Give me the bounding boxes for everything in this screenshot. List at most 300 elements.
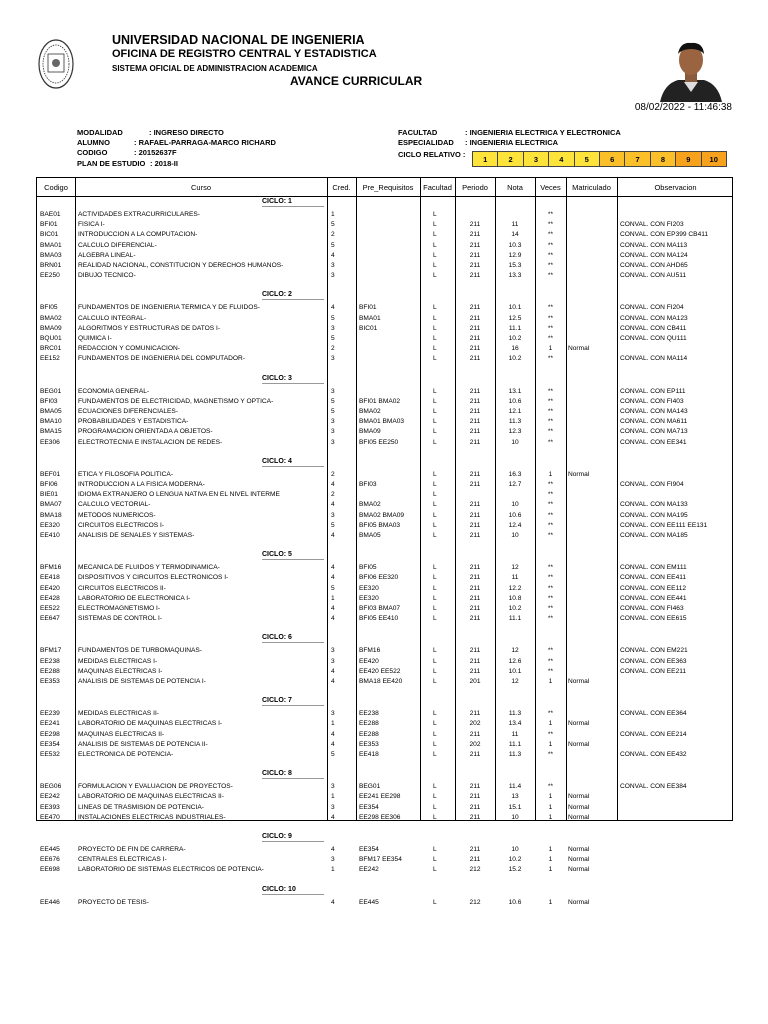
cell-curso: CALCULO INTEGRAL-	[78, 314, 147, 322]
table-row	[37, 251, 732, 261]
cell-cred: 4	[331, 678, 335, 685]
cell-prerequisitos: EE320	[359, 594, 379, 602]
cell-veces: **	[547, 262, 554, 269]
cycle-underline	[262, 642, 324, 643]
cell-veces: **	[547, 511, 554, 519]
cell-observacion: CONVAL. CON MA124	[620, 251, 688, 259]
cell-periodo: 211	[469, 846, 481, 853]
cycle-label: CICLO: 4	[262, 457, 292, 465]
cell-nota: 15.2	[508, 866, 522, 874]
cell-cred: 1	[331, 720, 335, 728]
cell-facultad: L	[433, 783, 437, 791]
cell-curso: FUNDAMENTOS DE ELECTRICIDAD, MAGNETISMO Y OPTICA-	[78, 397, 274, 405]
cell-periodo: 211	[469, 324, 481, 332]
cell-facultad: L	[433, 720, 437, 728]
cell-curso: FORMULACION Y EVALUACION DE PROYECTOS-	[78, 783, 233, 791]
cell-periodo: 211	[469, 710, 481, 718]
cell-facultad: L	[433, 408, 437, 415]
cell-codigo: EE298	[40, 730, 60, 738]
cell-periodo: 211	[469, 667, 481, 675]
cell-curso: ELECTRONICA DE POTENCIA-	[78, 751, 174, 758]
cell-facultad: L	[433, 355, 437, 363]
cell-cred: 4	[331, 251, 335, 259]
cell-facultad: L	[433, 272, 437, 280]
cell-curso: ELECTROMAGNETISMO I-	[78, 605, 161, 612]
cell-nota: 16.3	[508, 470, 522, 478]
cell-cred: 1	[331, 594, 335, 602]
cell-veces: **	[547, 730, 554, 738]
column-header-periodo: Periodo	[462, 182, 488, 192]
table-row	[37, 480, 732, 490]
cell-nota: 13.1	[508, 387, 522, 395]
table-row	[37, 531, 732, 541]
cell-nota: 10.2	[508, 335, 522, 342]
cell-cred: 5	[331, 751, 335, 758]
cell-codigo: BMA05	[40, 408, 62, 415]
column-header-prerequisitos: Pre_Requisitos	[362, 182, 414, 192]
cell-veces: 1	[548, 720, 553, 728]
cell-prerequisitos: BFI03 BMA07	[359, 605, 401, 612]
cell-veces: **	[547, 304, 554, 312]
cell-observacion: CONVAL. CON CB411	[620, 324, 687, 332]
cell-periodo: 212	[469, 866, 481, 874]
cell-curso: ALGEBRA LINEAL-	[78, 251, 136, 259]
cell-facultad: L	[433, 241, 437, 249]
cycle-underline	[262, 705, 324, 706]
cell-codigo: EE647	[40, 615, 60, 623]
cell-nota: 12.6	[508, 657, 522, 665]
cycle-underline	[262, 206, 324, 207]
cell-observacion: CONVAL. CON MA713	[620, 428, 688, 436]
table-row	[37, 241, 732, 251]
cell-curso: REALIDAD NACIONAL, CONSTITUCION Y DERECHOS HUMANOS-	[78, 262, 284, 269]
cell-observacion: CONVAL. CON FI403	[620, 397, 684, 405]
cell-cred: 4	[331, 532, 335, 539]
cell-facultad: L	[433, 740, 437, 748]
cell-facultad: L	[433, 521, 437, 529]
student-info-block	[77, 128, 407, 172]
cell-veces: **	[547, 355, 554, 363]
table-row	[37, 855, 732, 865]
cell-observacion: CONVAL. CON EE214	[620, 730, 687, 738]
cell-nota: 11.3	[508, 751, 522, 758]
cell-observacion: CONVAL. CON MA611	[620, 418, 688, 426]
cell-nota: 12.9	[508, 251, 522, 259]
cycle-label: CICLO: 9	[262, 833, 292, 840]
table-row	[37, 314, 732, 324]
cell-nota: 10	[511, 532, 519, 539]
cell-veces: **	[547, 521, 554, 529]
table-row	[37, 470, 732, 480]
table-row	[37, 427, 732, 437]
cell-curso: FUNDAMENTOS DE INGENIERIA DEL COMPUTADOR-	[78, 355, 245, 363]
cell-curso: FISICA I-	[78, 221, 105, 229]
cell-nota: 11	[511, 221, 519, 229]
cell-prerequisitos: BFI01	[359, 304, 377, 312]
table-row	[37, 803, 732, 813]
cell-veces: 1	[548, 866, 553, 874]
table-row	[37, 210, 732, 220]
cell-veces: 1	[548, 345, 553, 353]
cell-cred: 3	[331, 418, 335, 426]
cell-prerequisitos: BFI05 BMA03	[359, 521, 401, 529]
table-row	[37, 604, 732, 614]
cell-curso: LABORATORIO DE ELECTRONICA I-	[78, 594, 191, 602]
cell-observacion: CONVAL. CON EE111 EE131	[620, 521, 708, 529]
cell-facultad: L	[433, 898, 437, 906]
cell-veces: **	[547, 428, 554, 436]
cell-cred: 3	[331, 803, 335, 811]
page-title: AVANCE CURRICULAR	[290, 74, 423, 88]
cell-veces: **	[547, 710, 554, 718]
ciclo-relativo-boxes	[473, 151, 727, 167]
cell-facultad: L	[433, 387, 437, 395]
cell-prerequisitos: BMA01 BMA03	[359, 418, 405, 426]
cell-observacion: CONVAL. CON EE112	[620, 584, 687, 592]
cell-facultad: L	[433, 491, 437, 499]
cell-facultad: L	[433, 866, 437, 874]
cell-curso: LABORATORIO DE MAQUINAS ELECTRICAS I-	[78, 720, 223, 728]
cell-codigo: EE250	[40, 272, 60, 280]
cell-cred: 2	[331, 345, 335, 353]
cell-codigo: EE446	[40, 898, 60, 906]
cell-codigo: BIE01	[40, 491, 58, 499]
cell-cred: 4	[331, 667, 335, 675]
cell-facultad: L	[433, 262, 437, 269]
cell-matriculado: Normal	[568, 740, 590, 748]
cell-cred: 3	[331, 428, 335, 436]
cell-prerequisitos: EE418	[359, 751, 379, 758]
ciclo-box-8: 8	[650, 151, 676, 167]
cell-cred: 4	[331, 740, 335, 748]
cell-observacion: CONVAL. CON FI203	[620, 221, 684, 229]
cell-periodo: 211	[469, 605, 481, 612]
cell-matriculado: Normal	[568, 470, 590, 478]
cell-prerequisitos: BMA01	[359, 314, 381, 322]
cell-curso: PROGRAMACION ORIENTADA A OBJETOS-	[78, 428, 213, 436]
cell-curso: MAQUINAS ELECTRICAS II-	[78, 730, 165, 738]
cell-prerequisitos: BMA02 BMA09	[359, 511, 405, 519]
cell-cred: 5	[331, 397, 335, 405]
cell-matriculado: Normal	[568, 898, 590, 906]
cell-prerequisitos: EE445	[359, 898, 379, 906]
cell-cred: 2	[331, 470, 335, 478]
cell-codigo: EE532	[40, 751, 60, 758]
cell-prerequisitos: EE320	[359, 584, 379, 592]
cycle-label: CICLO: 1	[262, 198, 292, 205]
cell-prerequisitos: BFM16	[359, 647, 381, 655]
table-row	[37, 407, 732, 417]
cell-cred: 3	[331, 262, 335, 269]
cell-prerequisitos: EE298 EE306	[359, 813, 401, 821]
cell-veces: **	[547, 615, 554, 623]
cell-curso: IDIOMA EXTRANJERO O LENGUA NATIVA EN EL NIVEL INTERME	[78, 491, 280, 499]
cell-periodo: 211	[469, 564, 481, 572]
cell-veces: **	[547, 657, 554, 665]
table-row	[37, 865, 732, 875]
cell-curso: ANALISIS DE SENALES Y SISTEMAS-	[78, 532, 195, 539]
cell-veces: **	[547, 324, 554, 332]
cell-matriculado: Normal	[568, 803, 590, 811]
cell-curso: INTRODUCCION A LA COMPUTACION-	[78, 231, 198, 239]
cell-prerequisitos: BFI06 EE320	[359, 574, 399, 582]
cell-nota: 11.1	[508, 740, 522, 748]
cell-observacion: CONVAL. CON FI204	[620, 304, 684, 312]
cell-codigo: EE320	[40, 521, 60, 529]
cell-prerequisitos: BMA05	[359, 532, 381, 539]
cell-curso: ANALISIS DE SISTEMAS DE POTENCIA II-	[78, 740, 208, 748]
cell-nota: 10.2	[508, 605, 522, 612]
cell-codigo: EE676	[40, 856, 60, 864]
cell-curso: CALCULO VECTORIAL-	[78, 501, 151, 509]
cell-nota: 10.6	[508, 511, 522, 519]
cell-codigo: BMA09	[40, 324, 62, 332]
table-row	[37, 614, 732, 624]
cell-codigo: EE410	[40, 532, 60, 539]
cell-codigo: EE239	[40, 710, 60, 718]
cell-codigo: EE428	[40, 594, 60, 602]
cell-observacion: CONVAL. CON FI904	[620, 481, 684, 488]
table-row	[37, 573, 732, 583]
cell-veces: 1	[548, 793, 553, 801]
cell-matriculado: Normal	[568, 813, 590, 821]
cell-cred: 5	[331, 221, 335, 229]
especialidad-label: ESPECIALIDAD	[398, 138, 454, 147]
cycle-label: CICLO: 8	[262, 770, 292, 778]
cell-periodo: 211	[469, 511, 481, 519]
column-divider	[566, 178, 567, 820]
cell-facultad: L	[433, 846, 437, 853]
cell-codigo: BFI06	[40, 481, 58, 488]
cell-facultad: L	[433, 221, 437, 229]
cell-nota: 10.6	[508, 898, 522, 906]
cell-cred: 5	[331, 314, 335, 322]
cell-facultad: L	[433, 211, 437, 218]
cell-curso: PROYECTO DE TESIS-	[78, 898, 149, 906]
cell-veces: **	[547, 221, 554, 229]
cell-facultad: L	[433, 481, 437, 488]
ciclo-box-10: 10	[701, 151, 727, 167]
cell-matriculado: Normal	[568, 678, 590, 685]
cell-prerequisitos: BMA18 EE420	[359, 678, 403, 685]
column-divider	[535, 178, 536, 820]
table-row	[37, 677, 732, 687]
university-name: UNIVERSIDAD NACIONAL DE INGENIERIA	[112, 33, 365, 47]
cell-observacion: CONVAL. CON EE211	[620, 667, 687, 675]
cell-nota: 10	[511, 846, 519, 853]
cycle-underline	[262, 299, 324, 300]
cell-cred: 4	[331, 898, 335, 906]
cell-curso: LABORATORIO DE MAQUINAS ELECTRICAS II-	[78, 793, 224, 801]
cell-facultad: L	[433, 231, 437, 239]
cell-codigo: EE420	[40, 584, 60, 592]
cell-veces: 1	[548, 803, 553, 811]
cell-prerequisitos: BFI05	[359, 564, 377, 572]
cell-curso: LINEAS DE TRASMISION DE POTENCIA-	[78, 803, 204, 811]
cell-observacion: CONVAL. CON EP399 CB411	[620, 231, 709, 239]
cell-cred: 4	[331, 813, 335, 821]
cell-periodo: 211	[469, 438, 481, 446]
cell-cred: 5	[331, 335, 335, 342]
cell-prerequisitos: BFI05 EE410	[359, 615, 399, 623]
cell-veces: **	[547, 408, 554, 415]
cell-nota: 14	[511, 231, 519, 239]
cycle-label: CICLO: 10	[262, 885, 296, 893]
cell-veces: 1	[548, 846, 553, 853]
cell-curso: REDACCION Y COMUNICACION-	[78, 345, 180, 353]
cell-periodo: 211	[469, 345, 481, 353]
cell-codigo: EE470	[40, 813, 60, 821]
table-row	[37, 438, 732, 448]
cell-prerequisitos: EE354	[359, 803, 379, 811]
cell-veces: **	[547, 491, 554, 499]
cell-prerequisitos: EE420	[359, 657, 379, 665]
cell-veces: **	[547, 211, 554, 218]
cell-nota: 15.1	[508, 803, 522, 811]
cell-periodo: 211	[469, 783, 481, 791]
table-header	[37, 178, 732, 197]
cell-prerequisitos: BFI05 EE250	[359, 438, 399, 446]
cell-periodo: 211	[469, 272, 481, 280]
cell-codigo: BMA18	[40, 511, 62, 519]
cell-periodo: 202	[469, 740, 481, 748]
cycle-label: CICLO: 5	[262, 551, 292, 559]
column-header-facultad: Facultad	[423, 182, 452, 192]
cell-veces: **	[547, 647, 554, 655]
cell-codigo: BRC01	[40, 345, 62, 353]
cell-nota: 13.4	[508, 720, 522, 728]
cycle-label: CICLO: 2	[262, 291, 292, 299]
cell-facultad: L	[433, 710, 437, 718]
column-divider	[455, 178, 456, 820]
table-row	[37, 303, 732, 313]
cell-periodo: 211	[469, 251, 481, 259]
ciclo-relativo-label: CICLO RELATIVO :	[398, 150, 466, 159]
report-datetime: 08/02/2022 - 11:46:38	[634, 102, 732, 113]
table-row	[37, 792, 732, 802]
cell-facultad: L	[433, 751, 437, 758]
cell-cred: 4	[331, 304, 335, 312]
cell-codigo: BRN01	[40, 262, 62, 269]
university-seal-icon	[38, 38, 74, 90]
cell-prerequisitos: BFI03	[359, 481, 377, 488]
cell-observacion: CONVAL. CON MA143	[620, 408, 688, 415]
cell-periodo: 211	[469, 241, 481, 249]
table-row	[37, 594, 732, 604]
cell-facultad: L	[433, 657, 437, 665]
cell-curso: INTRODUCCION A LA FISICA MODERNA-	[78, 481, 205, 488]
cell-periodo: 211	[469, 408, 481, 415]
cell-cred: 1	[331, 866, 335, 874]
table-row	[37, 271, 732, 281]
cell-periodo: 211	[469, 730, 481, 738]
cell-matriculado: Normal	[568, 866, 590, 874]
cell-matriculado: Normal	[568, 793, 590, 801]
cell-cred: 5	[331, 408, 335, 415]
cell-periodo: 211	[469, 793, 481, 801]
cell-facultad: L	[433, 428, 437, 436]
cycle-underline	[262, 841, 324, 842]
cell-matriculado: Normal	[568, 720, 590, 728]
cell-prerequisitos: EE238	[359, 710, 379, 718]
cell-veces: 1	[548, 678, 553, 685]
cell-veces: **	[547, 241, 554, 249]
cell-cred: 3	[331, 272, 335, 280]
facultad-value: : INGENIERIA ELECTRICA Y ELECTRONICA	[465, 128, 621, 137]
cell-facultad: L	[433, 251, 437, 259]
cell-codigo: BAE01	[40, 211, 61, 218]
cell-nota: 11.1	[508, 615, 522, 623]
cell-veces: 1	[548, 813, 553, 821]
cell-codigo: BMA01	[40, 241, 62, 249]
cell-curso: MAQUINAS ELECTRICAS I-	[78, 667, 163, 675]
cell-observacion: CONVAL. CON EE441	[620, 594, 687, 602]
cell-cred: 4	[331, 564, 335, 572]
cell-veces: **	[547, 314, 554, 322]
cell-curso: ECUACIONES DIFERENCIALES-	[78, 408, 179, 415]
cell-veces: 1	[548, 898, 553, 906]
alumno-value: : RAFAEL-PARRAGA-MARCO RICHARD	[134, 138, 276, 147]
cell-nota: 10.1	[508, 304, 522, 312]
cell-nota: 10	[511, 501, 519, 509]
table-row	[37, 782, 732, 792]
table-row	[37, 354, 732, 364]
table-row	[37, 563, 732, 573]
cell-codigo: EE238	[40, 657, 60, 665]
cycle-underline	[262, 559, 324, 560]
cell-facultad: L	[433, 501, 437, 509]
cell-veces: **	[547, 584, 554, 592]
cell-veces: 1	[548, 740, 553, 748]
cell-periodo: 211	[469, 397, 481, 405]
cell-nota: 15.3	[508, 262, 522, 269]
cell-periodo: 211	[469, 387, 481, 395]
cell-facultad: L	[433, 615, 437, 623]
cell-nota: 12.4	[508, 521, 522, 529]
cell-curso: CALCULO DIFERENCIAL-	[78, 241, 157, 249]
table-row	[37, 417, 732, 427]
cell-facultad: L	[433, 667, 437, 675]
cell-matriculado: Normal	[568, 856, 590, 864]
cell-veces: **	[547, 387, 554, 395]
cell-nota: 10	[511, 438, 519, 446]
cell-facultad: L	[433, 511, 437, 519]
cell-prerequisitos: BEG01	[359, 783, 381, 791]
cell-observacion: CONVAL. CON EE384	[620, 783, 687, 791]
cell-facultad: L	[433, 856, 437, 864]
cell-veces: **	[547, 594, 554, 602]
cell-facultad: L	[433, 345, 437, 353]
cell-curso: FUNDAMENTOS DE INGENIERIA TERMICA Y DE FLUIDOS-	[78, 304, 260, 312]
cell-periodo: 211	[469, 221, 481, 229]
cell-nota: 12	[511, 647, 519, 655]
cell-codigo: BQU01	[40, 335, 62, 342]
cell-codigo: BFM17	[40, 647, 62, 655]
cell-facultad: L	[433, 470, 437, 478]
cycle-label: CICLO: 6	[262, 634, 292, 642]
cell-nota: 10.1	[508, 667, 522, 675]
column-divider	[75, 178, 76, 820]
ciclo-box-9: 9	[675, 151, 701, 167]
cell-observacion: CONVAL. CON EE432	[620, 751, 687, 758]
cell-veces: **	[547, 564, 554, 572]
student-photo	[660, 40, 722, 102]
cell-periodo: 211	[469, 470, 481, 478]
cell-periodo: 211	[469, 574, 481, 582]
cell-codigo: BMA03	[40, 251, 62, 259]
table-row	[37, 220, 732, 230]
table-row	[37, 719, 732, 729]
